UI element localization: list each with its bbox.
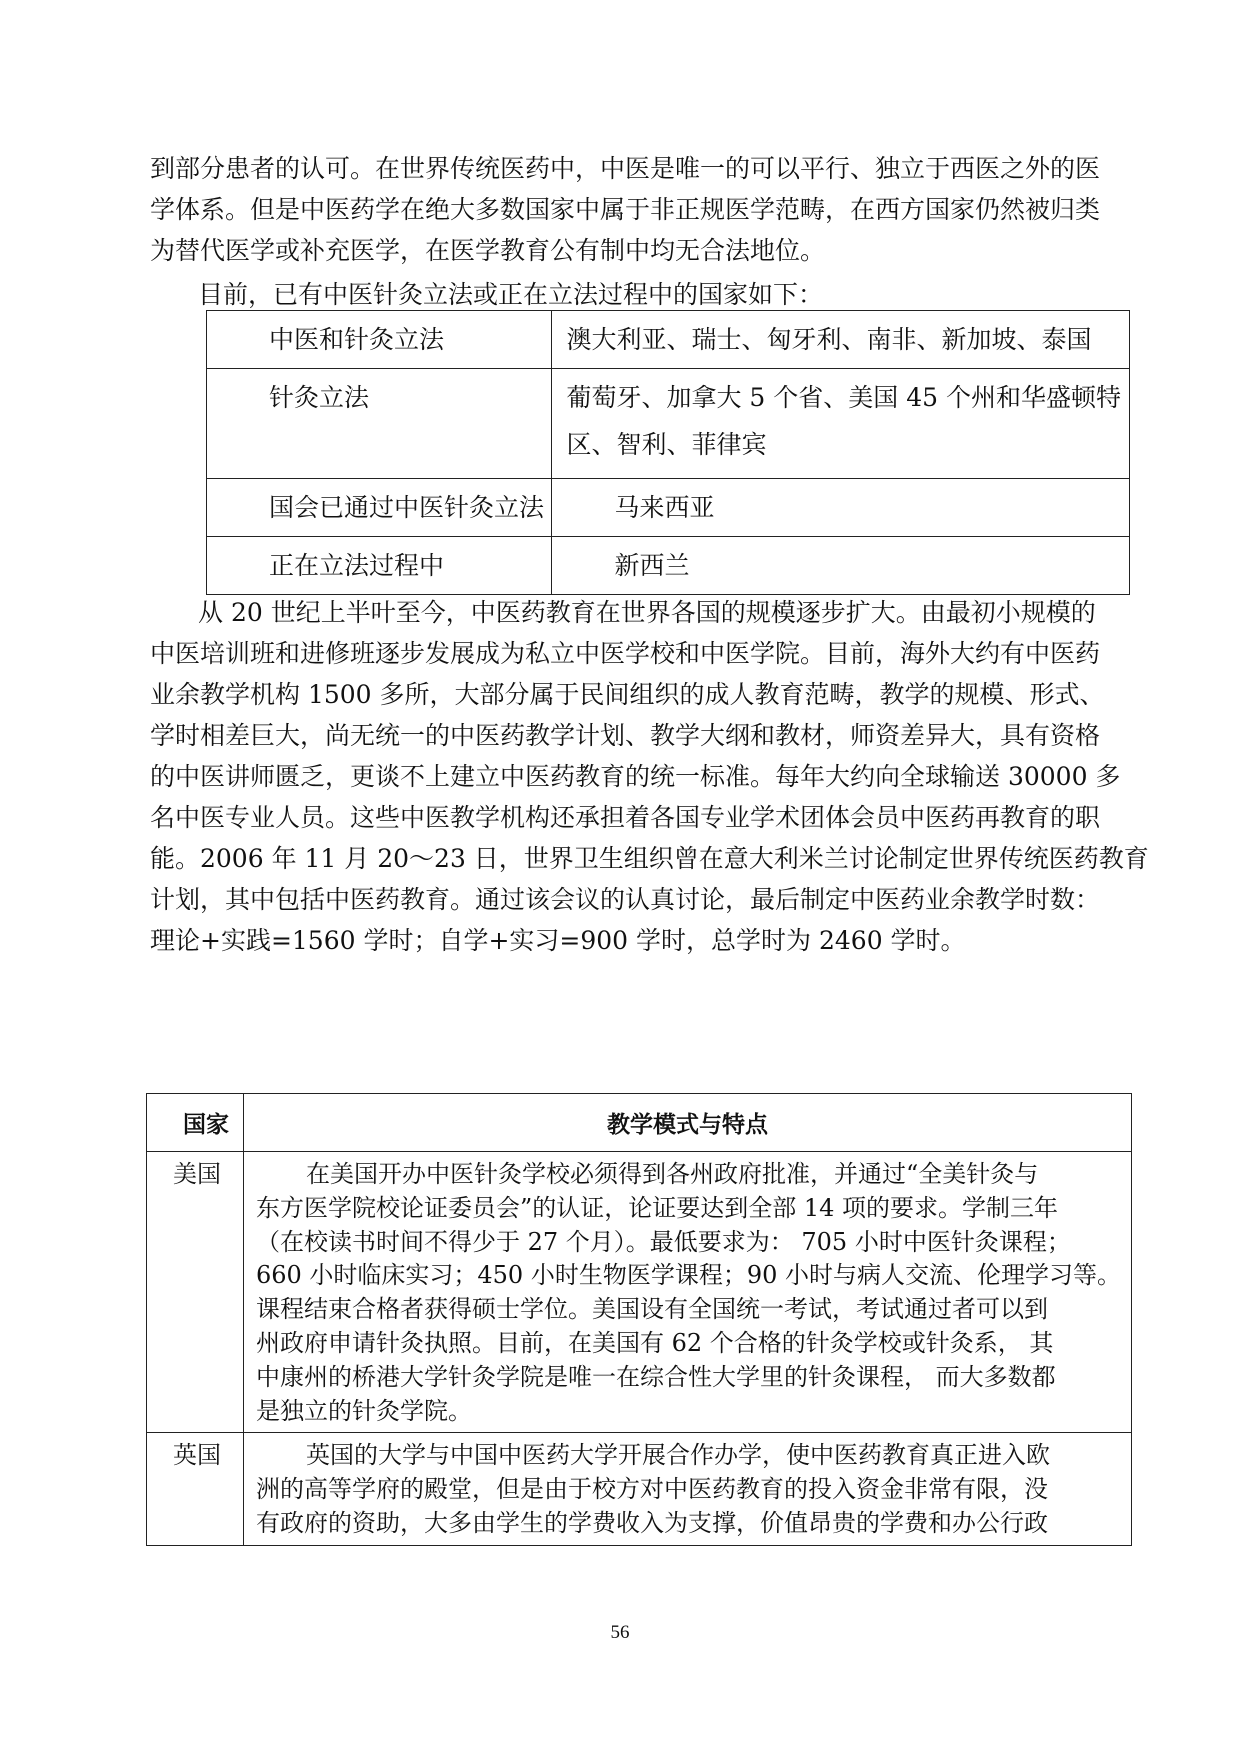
country-cell: 英国: [147, 1433, 244, 1545]
intro-line-2: 学体系。但是中医药学在绝大多数国家中属于非正规医学范畴，在西方国家仍然被归类: [150, 195, 1101, 224]
education-line-7: 能。2006 年 11 月 20～23 日，世界卫生组织曾在意大利米兰讨论制定世界传统医药教育: [150, 844, 1149, 873]
description-cell: [243, 1433, 1131, 1545]
education-line-6: 名中医专业人员。这些中医教学机构还承担着各国专业学术团体会员中医药再教育的职: [150, 803, 1101, 832]
education-line-8: 计划，其中包括中医药教育。通过该会议的认真讨论，最后制定中医药业余教学时数：: [150, 885, 1101, 914]
legislation-countries: 新西兰: [552, 537, 1130, 595]
description-line: 中康州的桥港大学针灸学院是唯一在综合性大学里的针灸课程， 而大多数都: [255, 1362, 1056, 1391]
legislation-countries-line: 葡萄牙、加拿大 5 个省、美国 45 个州和华盛顿特: [566, 383, 1121, 412]
intro-line-3: 为替代医学或补充医学，在医学教育公有制中均无合法地位。: [150, 236, 826, 265]
description-line: 课程结束合格者获得硕士学位。美国设有全国统一考试，考试通过者可以到: [255, 1295, 1048, 1324]
teaching-mode-table: [146, 1093, 1132, 1546]
education-line-1: 从 20 世纪上半叶至今，中医药教育在世界各国的规模逐步扩大。由最初小规模的: [198, 598, 1096, 627]
page-number: 56: [610, 1622, 630, 1643]
table-row: [147, 1152, 1132, 1433]
legislation-countries: 马来西亚: [552, 479, 1130, 537]
education-line-4: 学时相差巨大，尚无统一的中医药教学计划、教学大纲和教材，师资差异大，具有资格: [150, 721, 1101, 750]
table-row: [207, 369, 1130, 479]
legislation-table: [206, 310, 1130, 595]
legislation-category: 正在立法过程中: [207, 537, 552, 595]
education-line-2: 中医培训班和进修班逐步发展成为私立中医学校和中医学院。目前，海外大约有中医药: [150, 639, 1101, 668]
description-line: 东方医学院校论证委员会”的认证，论证要达到全部 14 项的要求。学制三年: [255, 1193, 1059, 1222]
education-line-5: 的中医讲师匮乏，更谈不上建立中医药教育的统一标准。每年大约向全球输送 30000 多: [150, 762, 1121, 791]
legislation-category: 针灸立法: [207, 369, 552, 479]
table-row: [147, 1433, 1132, 1545]
description-line: 是独立的针灸学院。: [255, 1396, 472, 1425]
table-row: [207, 311, 1130, 369]
legislation-countries-line: 区、智利、菲律宾: [566, 430, 767, 459]
table-row: [207, 537, 1130, 595]
description-line: 英国的大学与中国中医药大学开展合作办学，使中医药教育真正进入欧: [305, 1441, 1050, 1470]
table-row: [207, 479, 1130, 537]
legislation-countries: [552, 369, 1130, 479]
intro-paragraph: [150, 148, 1101, 271]
legislation-category: 国会已通过中医针灸立法: [207, 479, 552, 537]
description-line: 州政府申请针灸执照。目前，在美国有 62 个合格的针灸学校或针灸系， 其: [255, 1328, 1054, 1357]
legislation-countries: 澳大利亚、瑞士、匈牙利、南非、新加坡、泰国: [552, 311, 1130, 369]
description-line: 660 小时临床实习；450 小时生物医学课程；90 小时与病人交流、伦理学习等。: [255, 1261, 1121, 1290]
legislation-intro: [198, 274, 1098, 315]
country-cell: 美国: [147, 1152, 244, 1433]
education-paragraph: [150, 592, 1149, 961]
legislation-category: 中医和针灸立法: [207, 311, 552, 369]
description-cell: [243, 1152, 1131, 1433]
education-line-3: 业余教学机构 1500 多所，大部分属于民间组织的成人教育范畴，教学的规模、形式、: [150, 680, 1105, 709]
table-header-row: [147, 1094, 1132, 1152]
education-line-9: 理论+实践=1560 学时；自学+实习=900 学时，总学时为 2460 学时。: [150, 926, 966, 955]
description-line: 有政府的资助，大多由学生的学费收入为支撑，价值昂贵的学费和办公行政: [255, 1508, 1048, 1537]
description-line: （在校读书时间不得少于 27 个月）。最低要求为： 705 小时中医针灸课程；: [255, 1227, 1071, 1256]
description-line: 在美国开办中医针灸学校必须得到各州政府批准，并通过“全美针灸与: [305, 1160, 1039, 1188]
intro-line-1: 到部分患者的认可。在世界传统医药中，中医是唯一的可以平行、独立于西医之外的医: [150, 154, 1101, 183]
legislation-intro-text: 目前，已有中医针灸立法或正在立法过程中的国家如下：: [198, 280, 824, 309]
header-teaching-mode: 教学模式与特点: [243, 1094, 1131, 1152]
description-line: 洲的高等学府的殿堂，但是由于校方对中医药教育的投入资金非常有限，没: [255, 1475, 1048, 1504]
header-country: 国家: [147, 1094, 244, 1152]
